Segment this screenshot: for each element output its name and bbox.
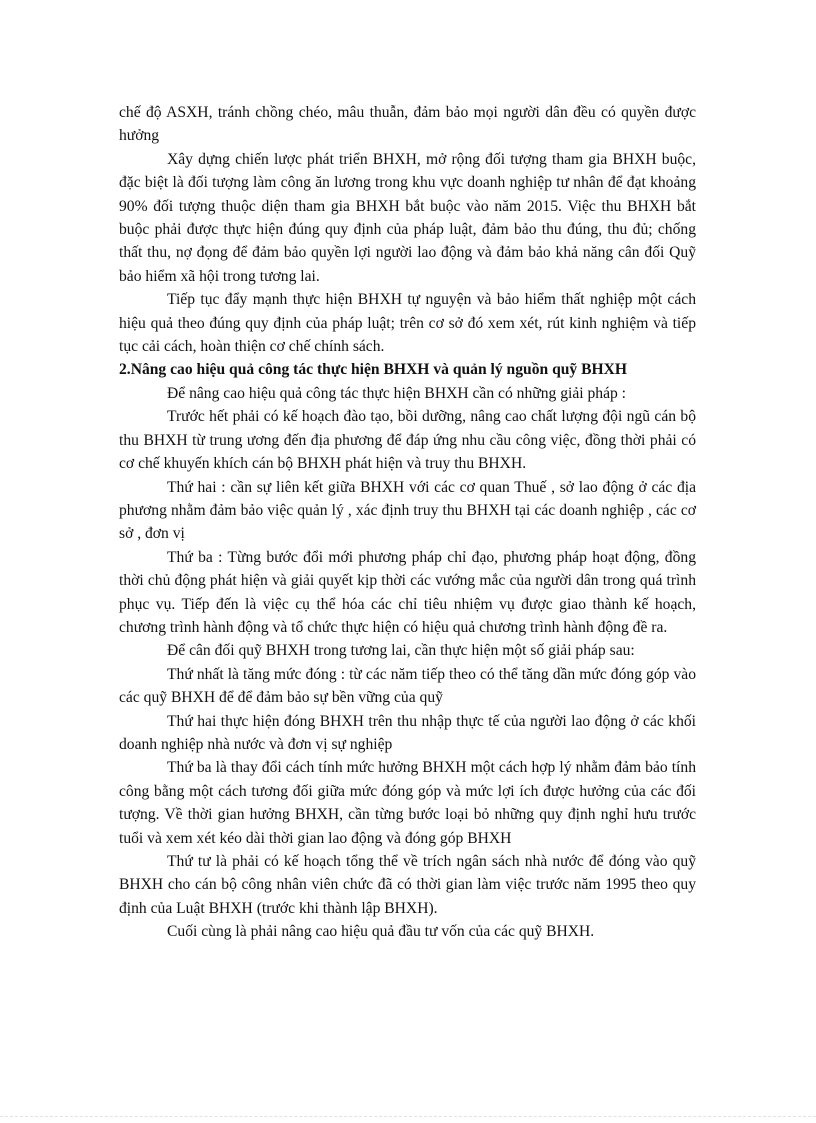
paragraph-third-methods: Thứ ba : Từng bước đổi mới phương pháp chỉ đạo, phương pháp hoạt động, đồng thời chủ động phát hiện và giải quyết kịp thời các vướng mắc của người dân trong quá trình phục vụ. Tiếp đến là việc cụ thể hóa các chỉ tiêu nhiệm vụ được giao thành kế hoạch, chương trình hành động và tổ chức thực hiện có hiệu quả chương trình hành động đề ra. <box>119 548 696 636</box>
paragraph-fund-balance-intro: Để cân đối quỹ BHXH trong tương lai, cần thực hiện một số giải pháp sau: <box>167 642 635 660</box>
document-body <box>119 101 696 944</box>
paragraph-third-benefit-calc: Thứ ba là thay đổi cách tính mức hưởng BHXH một cách hợp lý nhằm đảm bảo tính công bằng một cách tương đối giữa mức đóng góp và mức lợi ích được hưởng của các đối tượng. Về thời gian hưởng BHXH, cần từng bước loại bỏ những quy định nghỉ hưu trước tuổi và xem xét kéo dài thời gian lao động và đóng góp BHXH <box>119 759 696 847</box>
paragraph-final-investment: Cuối cùng là phải nâng cao hiệu quả đầu tư vốn của các quỹ BHXH. <box>167 923 595 941</box>
paragraph-strategy: Xây dựng chiến lược phát triển BHXH, mở rộng đối tượng tham gia BHXH buộc, đặc biệt là đối tượng làm công ăn lương trong khu vực doanh nghiệp tư nhân để đạt khoảng 90% đối tượng thuộc diện tham gia BHXH bắt buộc vào năm 2015. Việc thu BHXH bắt buộc phải được thực hiện đúng quy định của pháp luật, đảm bảo thu đúng, thu đủ; chống thất thu, nợ đọng để đảm bảo quyền lợi người lao động và đảm bảo khả năng cân đối Quỹ bảo hiểm xã hội trong tương lai. <box>119 150 696 285</box>
paragraph-solutions-intro: Để nâng cao hiệu quả công tác thực hiện BHXH cần có những giải pháp : <box>167 384 627 402</box>
paragraph-fourth-state-budget: Thứ tư là phải có kế hoạch tổng thể về trích ngân sách nhà nước để đóng vào quỹ BHXH cho cán bộ công nhân viên chức đã có thời gian làm việc trước năm 1995 theo quy định của Luật BHXH (trước khi thành lập BHXH). <box>119 853 696 917</box>
paragraph-second-actual-income: Thứ hai thực hiện đóng BHXH trên thu nhập thực tế của người lao động ở các khối doanh nghiệp nhà nước và đơn vị sự nghiệp <box>119 712 696 753</box>
paragraph-training: Trước hết phải có kế hoạch đào tạo, bồi dưỡng, nâng cao chất lượng đội ngũ cán bộ thu BHXH từ trung ương đến địa phương để đáp ứng nhu cầu công việc, đồng thời phải có cơ chế khuyến khích cán bộ BHXH phát hiện và truy thu BHXH. <box>119 408 696 473</box>
paragraph-voluntary-insurance: Tiếp tục đẩy mạnh thực hiện BHXH tự nguyện và bảo hiểm thất nghiệp một cách hiệu quả theo đúng quy định của pháp luật; trên cơ sở đó xem xét, rút kinh nghiệm và tiếp tục cải cách, hoàn thiện cơ chế chính sách. <box>119 291 696 356</box>
page-bottom-divider <box>0 1116 816 1117</box>
paragraph-second-tax-link: Thứ hai : cần sự liên kết giữa BHXH với các cơ quan Thuế , sở lao động ở các địa phương nhằm đảm bảo việc quản lý , xác định truy thu BHXH tại các doanh nghiệp , các cơ sở , đơn vị <box>119 478 696 543</box>
paragraph-asxh-continuation: chế độ ASXH, tránh chồng chéo, mâu thuẫn, đảm bảo mọi người dân đều có quyền được hưởng <box>119 104 696 145</box>
paragraph-first-contribution: Thứ nhất là tăng mức đóng : từ các năm tiếp theo có thể tăng dần mức đóng góp vào các quỹ BHXH để để đảm bảo sự bền vững của quỹ <box>119 665 696 707</box>
section-heading-2: 2.Nâng cao hiệu quả công tác thực hiện BHXH và quản lý nguồn quỹ BHXH <box>119 361 628 379</box>
